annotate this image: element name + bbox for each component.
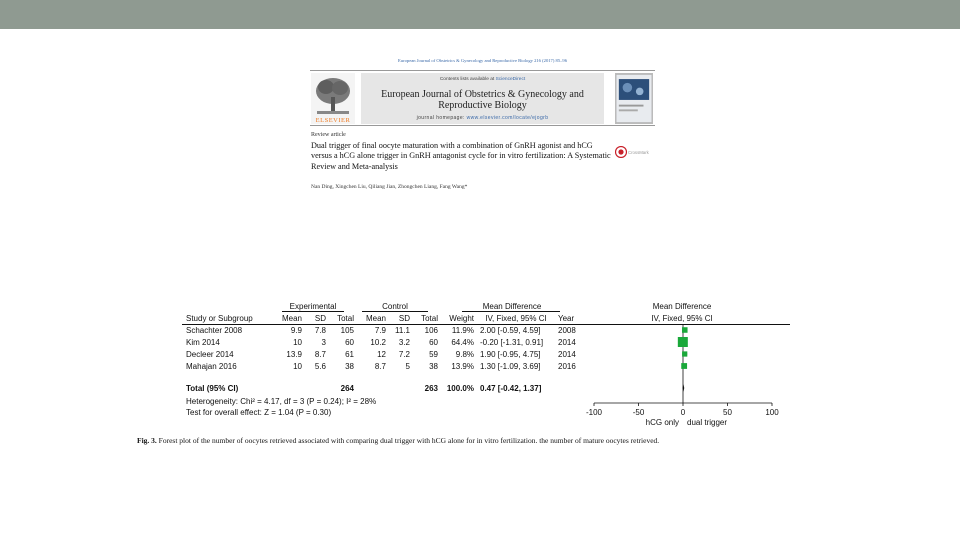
row-c-mean: 8.7 xyxy=(374,362,386,371)
group-header-mean-difference-plot: Mean Difference xyxy=(652,302,712,311)
total-exp: 264 xyxy=(340,384,354,393)
col-study: Study or Subgroup xyxy=(186,314,253,323)
contents-prefix: Contents lists available at xyxy=(439,77,495,82)
row-c-total: 38 xyxy=(429,362,438,371)
study-point xyxy=(682,327,688,333)
row-year: 2008 xyxy=(558,326,576,335)
row-c-sd: 5 xyxy=(405,362,410,371)
row-year: 2014 xyxy=(558,350,576,359)
col-exp-mean: Mean xyxy=(281,314,302,323)
row-e-total: 105 xyxy=(340,326,354,335)
row-ci: 1.30 [-1.09, 3.69] xyxy=(480,362,541,371)
col-ci: IV, Fixed, 95% CI xyxy=(485,314,547,323)
row-e-total: 38 xyxy=(345,362,354,371)
journal-title-line1: European Journal of Obstetrics & Gynecology and xyxy=(381,89,584,100)
row-year: 2016 xyxy=(558,362,576,371)
row-c-total: 59 xyxy=(429,350,438,359)
row-weight: 9.8% xyxy=(455,350,474,359)
row-c-total: 106 xyxy=(424,326,438,335)
row-c-sd: 7.2 xyxy=(398,350,410,359)
row-e-mean: 13.9 xyxy=(286,350,302,359)
row-c-mean: 7.9 xyxy=(374,326,386,335)
figure-label: Fig. 3. xyxy=(137,436,157,445)
figure-caption xyxy=(137,436,659,445)
group-header-control: Control xyxy=(382,302,408,311)
overall-effect-stat: Test for overall effect: Z = 1.04 (P = 0.30) xyxy=(186,408,332,417)
study-point xyxy=(681,363,687,369)
col-year: Year xyxy=(558,314,575,323)
row-study: Schachter 2008 xyxy=(186,326,243,335)
study-point xyxy=(682,351,687,356)
row-ci: 1.90 [-0.95, 4.75] xyxy=(480,350,541,359)
row-e-mean: 9.9 xyxy=(290,326,302,335)
row-e-sd: 3 xyxy=(321,338,326,347)
col-exp-sd: SD xyxy=(314,314,326,323)
homepage-prefix: journal homepage: xyxy=(416,115,465,121)
col-ci-plot: IV, Fixed, 95% CI xyxy=(651,314,713,323)
group-header-experimental: Experimental xyxy=(289,302,337,311)
total-ctl: 263 xyxy=(424,384,438,393)
row-e-total: 61 xyxy=(345,350,354,359)
col-weight: Weight xyxy=(449,314,474,323)
heterogeneity-stat: Heterogeneity: Chi² = 4.17, df = 3 (P = 0.24); I² = 28% xyxy=(186,397,377,406)
favours-right-label: dual trigger xyxy=(687,418,728,427)
row-e-sd: 8.7 xyxy=(314,350,326,359)
total-ci: 0.47 [-0.42, 1.37] xyxy=(480,384,542,393)
total-weight: 100.0% xyxy=(446,384,474,393)
article-type: Review article xyxy=(311,132,346,138)
col-exp-total: Total xyxy=(337,314,354,323)
row-weight: 11.9% xyxy=(451,326,474,335)
row-c-sd: 3.2 xyxy=(398,338,410,347)
col-ctl-mean: Mean xyxy=(365,314,386,323)
row-c-mean: 10.2 xyxy=(370,338,386,347)
row-e-total: 60 xyxy=(345,338,354,347)
col-ctl-total: Total xyxy=(421,314,438,323)
row-weight: 64.4% xyxy=(451,338,474,347)
row-study: Decleer 2014 xyxy=(186,350,234,359)
crossmark-label: CrossMark xyxy=(628,150,649,155)
row-e-sd: 5.6 xyxy=(314,362,326,371)
article-authors: Nan Ding, Xingchen Liu, Qiliang Jian, Zhongchen Liang, Fang Wang* xyxy=(311,184,468,190)
x-tick-label: -100 xyxy=(585,408,603,417)
row-c-mean: 12 xyxy=(377,350,386,359)
favours-left-label: hCG only xyxy=(645,418,679,427)
x-tick-label: 50 xyxy=(723,408,732,417)
row-e-mean: 10 xyxy=(293,362,302,371)
journal-reference: European Journal of Obstetrics & Gynecology and Reproductive Biology 216 (2017) 85–96 xyxy=(397,58,568,63)
row-c-total: 60 xyxy=(429,338,438,347)
row-weight: 13.9% xyxy=(451,362,474,371)
total-label: Total (95% CI) xyxy=(186,384,239,393)
row-e-mean: 10 xyxy=(293,338,302,347)
col-ctl-sd: SD xyxy=(398,314,410,323)
x-tick-label: -50 xyxy=(632,408,645,417)
x-tick-label: 100 xyxy=(765,408,779,417)
homepage-link[interactable]: www.elsevier.com/locate/ejogrb xyxy=(466,115,549,121)
x-tick-label: 0 xyxy=(680,408,686,417)
row-e-sd: 7.8 xyxy=(314,326,326,335)
article-title: Dual trigger of final oocyte maturation with a combination of GnRH agonist and hCG versus a hCG alone trigger in GnRH antagonist cycle for in vitro fertilization: A Systematic Review and Meta-analysis xyxy=(311,141,611,171)
row-ci: 2.00 [-0.59, 4.59] xyxy=(480,326,541,335)
row-c-sd: 11.1 xyxy=(395,326,410,335)
group-header-mean-difference: Mean Difference xyxy=(482,302,542,311)
row-year: 2014 xyxy=(558,338,576,347)
publisher-wordmark: ELSEVIER xyxy=(315,117,351,124)
journal-title-line2: Reproductive Biology xyxy=(438,100,527,111)
study-point xyxy=(678,337,688,347)
row-ci: -0.20 [-1.31, 0.91] xyxy=(480,338,544,347)
sciencedirect-link[interactable]: ScienceDirect xyxy=(495,77,526,82)
row-study: Kim 2014 xyxy=(186,338,220,347)
row-study: Mahajan 2016 xyxy=(186,362,237,371)
figure-caption-text: Forest plot of the number of oocytes retrieved associated with comparing dual trigger with hCG alone for in vitro fertilization. the number of mature oocytes retrieved. xyxy=(158,436,660,445)
